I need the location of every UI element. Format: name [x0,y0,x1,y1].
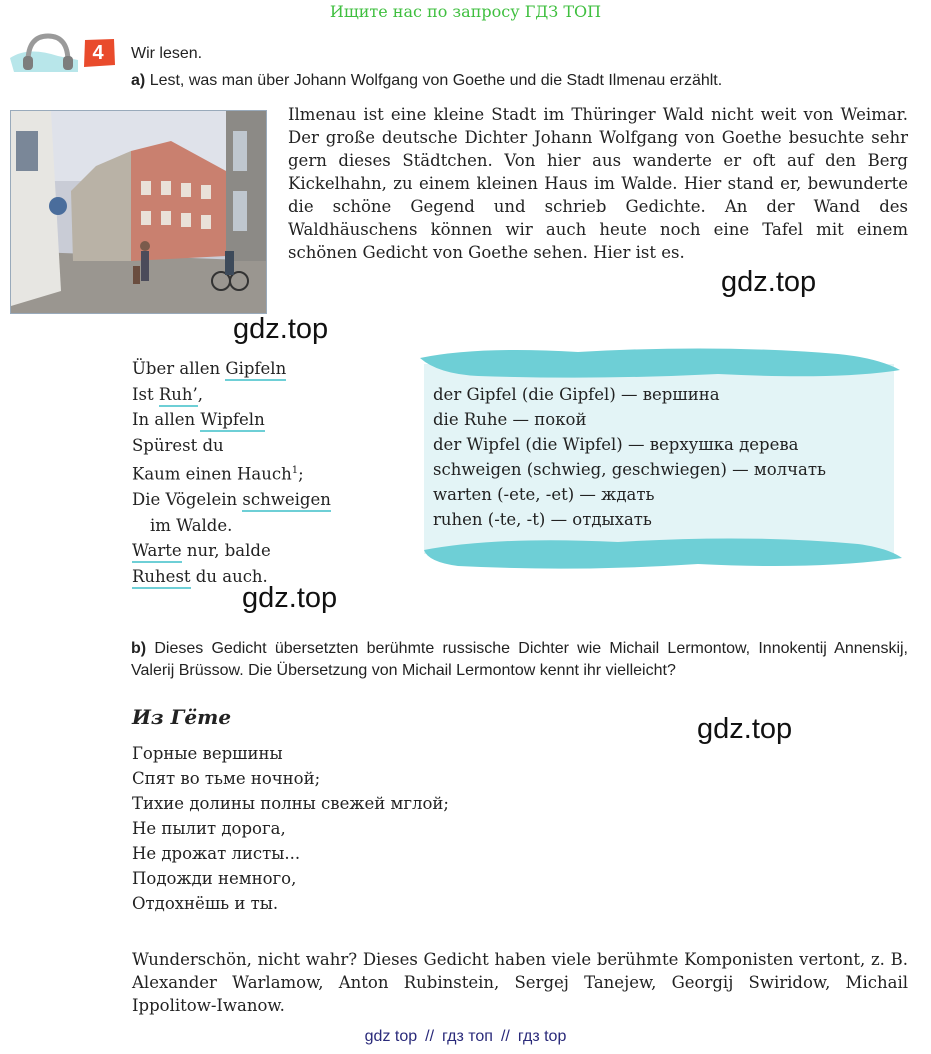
russian-poem-line: Тихие долины полны свежей мглой; [132,794,449,813]
vocab-word: Ruhest [132,567,191,589]
intro-text: Ilmenau ist eine kleine Stadt im Thüringer Wald nicht weit von Weimar. Der große deutsche Dichter Johann Wolfgang von Goethe besuchte sehr gern dieses Städtchen. Von hier aus wanderte er oft auf den Berg Kickelhahn, zu einem kleinen Haus im Walde. Hier stand er, bewunderte die schöne Gegend und schrieb Gedichte. An der Wand des Waldhäuschens können wir auch heute noch eine Tafel mit einem schönen Gedicht von Goethe sehen. Hier ist es. [288,105,908,262]
russian-poem-line: Подожди немного, [132,869,297,888]
poem-line [132,407,331,433]
footer-item: gdz top [364,1028,418,1045]
poem-text: In allen [132,410,201,429]
footer-watermark [0,1028,931,1046]
russian-poem-line: Отдохнёшь и ты. [132,894,279,913]
footer-item: гдз top [517,1028,567,1045]
vocab-list [433,382,826,532]
headphones-icon[interactable] [8,30,78,74]
russian-poem-line: Не пылит дорога, [132,819,286,838]
poem-line: Spürest du [132,435,224,455]
vocab-word: schweigen [242,490,330,512]
part-a-label: a) [131,72,146,89]
poem-line: im Walde. [150,515,233,535]
watermark: gdz.top [721,266,817,298]
poem-line [132,356,331,382]
poem-text: Ist [132,384,159,404]
watermark: gdz.top [242,582,338,614]
footer-separator: // [425,1028,435,1045]
poem-text: Die Vögelein [132,490,243,509]
footer-item: гдз топ [442,1028,493,1045]
poem-line [132,487,331,513]
poem-line [132,382,331,408]
poem-line [132,458,331,487]
vocab-entry: die Ruhe — покой [433,410,587,429]
vocab-word: Ruh’ [159,385,198,407]
part-b-label: b) [131,640,147,657]
footer-separator: // [500,1028,510,1045]
poem-text: du auch. [190,566,268,586]
vocab-word: Gipfeln [225,359,286,381]
watermark: gdz.top [697,713,793,745]
vocab-entry: schweigen (schwieg, geschwiegen) — молчать [433,460,827,479]
part-a-instruction [131,72,722,90]
part-b-text: Dieses Gedicht übersetzten berühmte russische Dichter wie Michail Lermontow, Innokentij Annenskij, Valerij Brüssow. Die Übersetzung von Michail Lermontow kennt ihr vielleicht? [131,640,908,679]
task-title: Wir lesen. [131,45,203,62]
outro-paragraph: Wunderschön, nicht wahr? Dieses Gedicht haben viele berühmte Komponisten vertont, z. B. Alexander Warlamow, Anton Rubinstein, Sergej Tanejew, Georgij Swiridow, Michail Ippolitow-Iwanow. [132,950,908,1015]
poem-line [132,538,331,564]
russian-poem-title: Из Гёте [132,705,232,729]
poem-text: Über allen [132,359,226,378]
vocab-entry: ruhen (-te, -t) — отдыхать [433,510,652,529]
poem-text: Kaum einen Hauch [132,464,292,484]
watermark: gdz.top [233,313,329,345]
goethe-poem [132,356,331,589]
russian-poem-line: Не дрожат листы... [132,844,301,863]
poem-text: nur, balde [181,541,271,560]
russian-poem [132,741,449,916]
vocab-word: Wipfeln [200,410,264,432]
vocab-entry: warten (-ete, -et) — ждать [433,485,655,504]
poem-text: ; [298,464,304,484]
vocab-entry: der Gipfel (die Gipfel) — вершина [433,385,720,404]
top-banner: Ищите нас по запросу ГДЗ ТОП [329,2,602,21]
task-number: 4 [92,42,104,64]
ilmenau-street-photo [10,110,267,314]
intro-paragraph [288,103,908,264]
poem-text: , [197,384,204,404]
vocab-word: Warte [132,541,182,563]
russian-poem-line: Горные вершины [132,744,283,763]
poem-line [132,564,331,590]
footnote-mark: 1 [291,465,299,476]
part-a-text: Lest, was man über Johann Wolfgang von Goethe und die Stadt Ilmenau erzählt. [149,72,723,89]
part-b-instruction [131,638,908,682]
russian-poem-line: Спят во тьме ночной; [132,769,321,788]
vocab-entry: der Wipfel (die Wipfel) — верхушка дерева [433,435,799,454]
